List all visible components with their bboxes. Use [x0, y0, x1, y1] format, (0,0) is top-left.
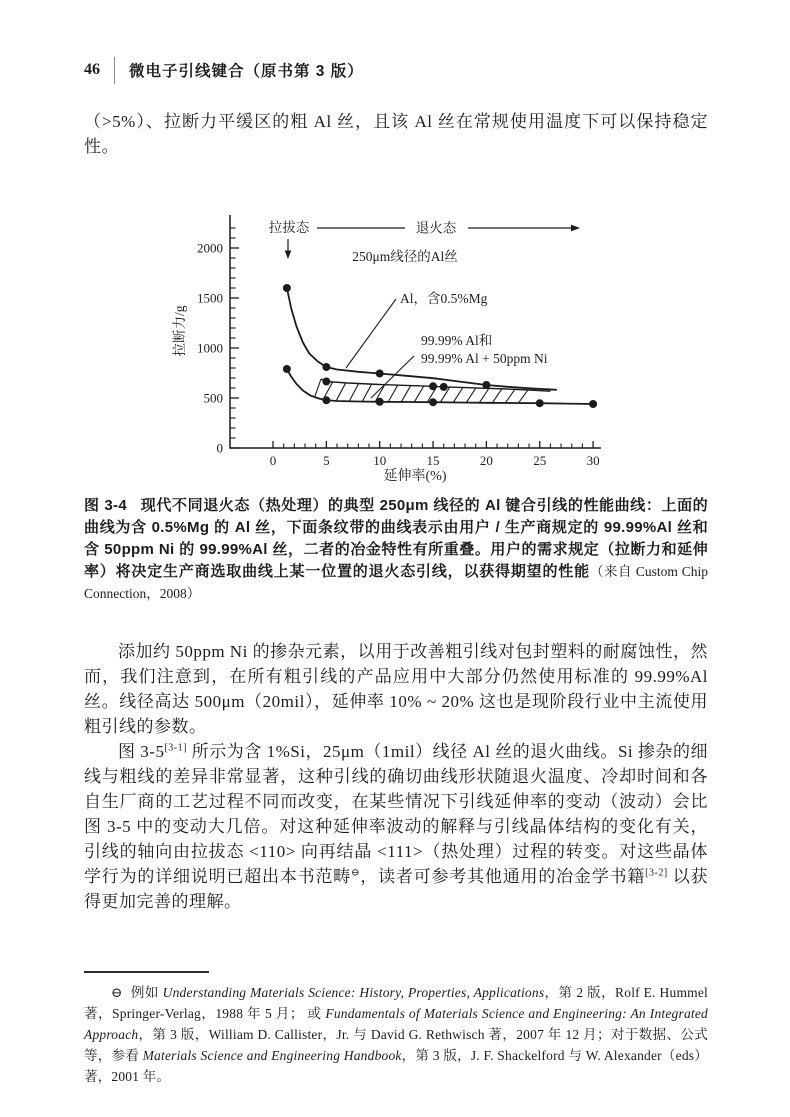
superscript-reference: [3-1]	[164, 742, 187, 754]
down-arrow-icon	[285, 251, 292, 260]
hatch-line	[414, 386, 424, 402]
y-axis-tick-label: 500	[203, 390, 223, 406]
book-title-italic: Fundamentals of Materials Science and Engineering: An Integrated Approach	[84, 1006, 708, 1042]
footnote-text: ⊖ 例如 Understanding Materials Science: History, Properties, Applications，第 2 版，Rolf E. Hummel 著，Springer-Verlag，1988 年 5 月； 或 Fundamentals of Materials Science and Engineering: An Integrated Approach，第 3 版，William D. Callister，Jr. 与 David G. Rethwisch 著，2007 年 12 月；对于数据、公式等，参看 Materials Science and Engineering Handbook，第 3 版，J. F. Shackelford 与 W. Alexander（eds）著，2001 年。	[84, 985, 709, 1084]
band-left-edge	[315, 379, 321, 397]
y-axis-label: 拉断力/g	[172, 305, 187, 357]
data-point	[429, 398, 437, 406]
data-point	[283, 365, 291, 373]
body-paragraphs	[0, 639, 790, 914]
series-labels	[346, 291, 548, 398]
intro-paragraph: （>5%）、拉断力平缓区的粗 Al 丝，且该 Al 丝在常规使用温度下可以保持稳定性。	[84, 112, 708, 156]
annotation-annealed-label: 退火态	[415, 220, 457, 236]
annotation-as-drawn-label: 拉拔态	[268, 220, 310, 235]
series-label-9999al-1: 99.99% Al和	[421, 333, 493, 348]
hatch-line	[388, 385, 398, 402]
x-axis-tick-label: 5	[323, 453, 330, 468]
data-point	[322, 396, 330, 404]
x-axis-tick-label: 30	[586, 453, 600, 468]
paragraph: 添加约 50ppm Ni 的掺杂元素，以用于改善粗引线对包封塑料的耐腐蚀性，然而，我们注意到，在所有粗引线的产品应用中大部分仍然使用标准的 99.99%Al 丝。线径高达 500μm（20mil），延伸率 10% ~ 20% 这也是现阶段行业中主流使用粗引线的参数。	[84, 642, 708, 736]
x-axis-label: 延伸率(%)	[383, 469, 447, 484]
leader-line	[346, 299, 396, 368]
data-point	[283, 284, 291, 292]
x-axis-tick-label: 25	[533, 453, 547, 468]
x-axis-tick-label: 15	[426, 453, 440, 468]
page-header	[84, 55, 790, 85]
data-point	[429, 382, 437, 390]
hatch-line	[336, 383, 346, 401]
data-point	[589, 400, 597, 408]
y-axis-tick-label: 0	[216, 440, 223, 456]
data-point	[440, 383, 448, 391]
data-point	[322, 363, 330, 371]
series-label-al-mg: Al，含0.5%Mg	[400, 291, 488, 306]
footnote-marker: ⊖	[111, 985, 123, 1000]
y-axis-ticks	[197, 228, 239, 456]
hatch-line	[492, 389, 502, 403]
hatch-line	[479, 388, 489, 402]
footnote-divider	[84, 971, 209, 973]
x-axis-ticks	[270, 441, 600, 468]
superscript-reference: [3-2]	[645, 867, 668, 879]
hatch-line	[453, 388, 463, 403]
chart-title: 250μm线径的Al丝	[352, 249, 458, 264]
figure-caption-label: 图 3-4	[84, 497, 127, 514]
y-axis-tick-label: 1000	[197, 340, 223, 356]
x-axis-tick-label: 10	[373, 453, 387, 468]
y-axis-tick-label: 1500	[197, 290, 223, 306]
hatch-line	[466, 388, 476, 403]
series-label-9999al-2: 99.99% Al + 50ppm Ni	[421, 351, 548, 366]
figure-3-4	[84, 203, 708, 605]
data-point	[376, 370, 384, 378]
paragraph: 图 3-5[3-1] 所示为含 1%Si，25μm（1mil）线径 Al 丝的退火曲线。Si 掺杂的细线与粗线的差异非常显著，这种引线的确切曲线形状随退火温度、冷却时间和各自生厂商的工艺过程不同而改变，在某些情况下引线延伸率的变动（波动）会比图 3-5 中的变动大几倍。对这种延伸率波动的解释与引线晶体结构的变化有关，引线的轴向由拉拔态 <110> 向再结晶 <111>（热处理）过程的转变。对这些晶体学行为的详细说明已超出本书范畴⊖，读者可参考其他通用的冶金学书籍[3-2] 以获得更加完善的理解。	[84, 742, 709, 911]
book-title: 微电子引线键合（原书第 3 版）	[129, 63, 364, 80]
page-number: 46	[84, 61, 100, 78]
figure-caption-text: 现代不同退火态（热处理）的典型 250μm 线径的 Al 键合引线的性能曲线：上面的曲线为含 0.5%Mg 的 Al 丝，下面条纹带的曲线表示由用户 / 生产商规定的 99.99%Al 丝和含 50ppm Ni 的 99.99%Al 丝，二者的冶金特性有所重叠。用户的需求规定（拉断力和延伸率）将决定生产商选取曲线上某一位置的退火态引线，以获得期望的性能	[84, 497, 708, 580]
figure-caption-source: （来自 Custom Chip Connection，2008）	[84, 564, 709, 601]
book-title-italic: Understanding Materials Science: History, Properties, Applications	[162, 985, 545, 1000]
data-point	[322, 378, 330, 386]
hatch-line	[362, 384, 372, 401]
y-axis-tick-label: 2000	[197, 240, 223, 256]
hatch-line	[349, 384, 359, 402]
header-divider	[114, 57, 115, 84]
superscript-reference: ⊖	[351, 867, 360, 879]
data-point	[536, 399, 544, 407]
figure-chart	[168, 203, 648, 491]
hatch-line	[505, 389, 514, 403]
x-axis-tick-label: 0	[269, 453, 277, 468]
book-title-italic: Materials Science and Engineering Handbook	[142, 1048, 402, 1063]
figure-caption	[84, 495, 708, 605]
hatch-line	[518, 390, 528, 403]
data-point	[376, 398, 384, 406]
x-axis-tick-label: 20	[479, 453, 493, 468]
right-arrow-icon	[571, 225, 580, 232]
footnote-section	[84, 971, 708, 1087]
hatch-line	[401, 386, 411, 402]
